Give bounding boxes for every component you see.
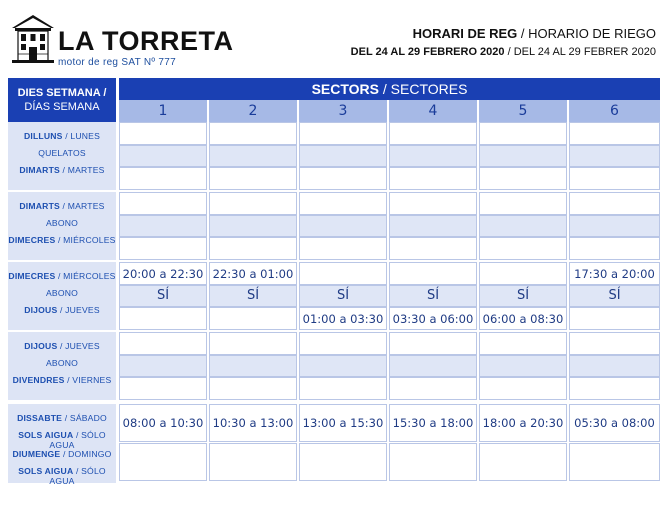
sectors-header (119, 78, 660, 100)
title-main (351, 26, 656, 41)
schedule-cell-text: SÍ (246, 287, 260, 303)
schedule-cell[interactable] (389, 443, 477, 481)
day-label-normal: / SÁBADO (62, 413, 107, 423)
brand-subtitle: motor de reg SAT Nº 777 (58, 57, 177, 68)
day-label (8, 413, 116, 423)
day-label-bold: DIMECRES (8, 235, 56, 245)
schedule-cell[interactable] (569, 355, 660, 378)
schedule-cell-text: 10:30 a 13:00 (212, 416, 294, 430)
schedule-cell[interactable] (389, 145, 477, 168)
schedule-cell[interactable] (209, 377, 297, 400)
schedule-cell-text: 22:30 a 01:00 (212, 267, 294, 281)
schedule-cell[interactable] (389, 377, 477, 400)
schedule-cell[interactable] (389, 332, 477, 355)
schedule-cell-text: 06:00 a 08:30 (482, 312, 564, 327)
schedule-cell[interactable] (209, 332, 297, 355)
day-label (8, 430, 116, 450)
schedule-cell[interactable] (479, 145, 567, 168)
tower-logo-icon (10, 12, 56, 64)
schedule-cell[interactable] (119, 285, 207, 308)
schedule-cell[interactable] (209, 192, 297, 215)
day-label-normal: / JUEVES (57, 341, 100, 351)
sector-number-4: 4 (389, 100, 477, 122)
schedule-cell-text: 05:30 a 08:00 (574, 416, 655, 430)
schedule-cell[interactable] (119, 443, 207, 481)
day-label-normal: ABONO (45, 288, 79, 298)
sector-number-1: 1 (119, 100, 207, 122)
day-label-bold: DIUMENGE (12, 449, 61, 459)
schedule-cell[interactable] (569, 122, 660, 145)
schedule-cell[interactable] (479, 285, 567, 308)
schedule-cell[interactable] (209, 215, 297, 238)
day-label-bold: DIJOUS (24, 341, 58, 351)
schedule-cell[interactable] (209, 122, 297, 145)
schedule-cell-text: 01:00 a 03:30 (302, 312, 384, 327)
schedule-cell[interactable] (569, 262, 660, 285)
schedule-cell[interactable] (479, 215, 567, 238)
day-label-normal: / SÓLO AGUA (49, 429, 106, 450)
schedule-cell[interactable] (299, 145, 387, 168)
schedule-cell[interactable] (299, 332, 387, 355)
schedule-cell[interactable] (569, 215, 660, 238)
schedule-cell-text: 15:30 a 18:00 (392, 416, 474, 430)
sector-number-2: 2 (209, 100, 297, 122)
schedule-cell[interactable] (479, 404, 567, 442)
day-label-normal: / MARTES (59, 165, 105, 175)
day-label-bold: DIVENDRES (12, 375, 65, 385)
schedule-cell[interactable] (119, 262, 207, 285)
day-label-bold: DIMARTS (19, 165, 60, 175)
schedule-cell[interactable] (569, 285, 660, 308)
schedule-cell-text: 20:00 a 22:30 (122, 267, 204, 281)
schedule-cell[interactable] (209, 167, 297, 190)
schedule-cell[interactable] (479, 237, 567, 260)
day-label (8, 341, 116, 351)
schedule-cell[interactable] (299, 237, 387, 260)
schedule-cell[interactable] (479, 377, 567, 400)
title-dates-normal: DEL 24 AL 29 FEBRER 2020 (513, 46, 656, 58)
day-label (8, 358, 116, 368)
schedule-cell[interactable] (209, 355, 297, 378)
schedule-cell[interactable] (389, 262, 477, 285)
title-main-normal: HORARIO DE RIEGO (528, 26, 656, 41)
schedule-cell[interactable] (209, 285, 297, 308)
schedule-cell-text: SÍ (426, 287, 440, 303)
schedule-cell[interactable] (209, 145, 297, 168)
schedule-cell[interactable] (119, 355, 207, 378)
schedule-cell[interactable] (119, 377, 207, 400)
title-dates-sep: / (504, 46, 514, 58)
schedule-cell[interactable] (569, 404, 660, 442)
schedule-cell-text: 08:00 a 10:30 (122, 416, 204, 430)
schedule-cell[interactable] (299, 404, 387, 442)
schedule-cell-text: SÍ (608, 287, 621, 303)
schedule-cell[interactable] (299, 122, 387, 145)
document-title (351, 26, 656, 58)
schedule-cell[interactable] (389, 285, 477, 308)
schedule-cell[interactable] (569, 192, 660, 215)
day-label-normal: / VIERNES (64, 375, 112, 385)
schedule-cell-text: 13:00 a 15:30 (302, 416, 384, 430)
day-label (8, 165, 116, 175)
irrigation-schedule-table (8, 78, 660, 486)
sectors-header-normal: SECTORES (390, 81, 468, 97)
day-label (8, 201, 116, 211)
schedule-cell[interactable] (299, 377, 387, 400)
schedule-cell[interactable] (299, 167, 387, 190)
day-label-normal: / JUEVES (57, 305, 100, 315)
schedule-cell[interactable] (299, 355, 387, 378)
schedule-cell[interactable] (209, 237, 297, 260)
day-label-normal: / MIÉRCOLES (55, 271, 116, 281)
schedule-cell[interactable] (389, 404, 477, 442)
schedule-cell[interactable] (569, 167, 660, 190)
day-label-normal: / MIÉRCOLES (55, 235, 116, 245)
schedule-cell[interactable] (389, 192, 477, 215)
schedule-cell[interactable] (119, 192, 207, 215)
schedule-cell[interactable] (569, 443, 660, 481)
day-label-normal: / LUNES (62, 131, 101, 141)
day-label-bold: DIMARTS (19, 201, 60, 211)
page-header (0, 0, 666, 78)
day-label-normal: / DOMINGO (60, 449, 112, 459)
sectors-header-bold: SECTORS (311, 81, 379, 97)
day-label (8, 218, 116, 228)
day-label-bold: DIJOUS (24, 305, 58, 315)
day-label-normal: QUELATOS (38, 148, 86, 158)
schedule-cell-text: 03:30 a 06:00 (392, 312, 474, 327)
schedule-cell[interactable] (479, 307, 567, 330)
day-label-bold: SOLS AIGUA (18, 465, 74, 476)
schedule-cell[interactable] (299, 307, 387, 330)
day-label-normal: ABONO (45, 358, 79, 368)
schedule-cell[interactable] (389, 355, 477, 378)
schedule-cell[interactable] (119, 237, 207, 260)
schedule-cell-text: SÍ (336, 287, 350, 303)
schedule-cell[interactable] (479, 332, 567, 355)
schedule-cell-text: SÍ (156, 287, 170, 303)
schedule-cell[interactable] (479, 167, 567, 190)
schedule-cell[interactable] (389, 167, 477, 190)
day-label-bold: SOLS AIGUA (18, 429, 74, 440)
schedule-cell[interactable] (569, 377, 660, 400)
day-label (8, 271, 116, 281)
schedule-cell[interactable] (119, 167, 207, 190)
schedule-cell[interactable] (299, 192, 387, 215)
sector-number-3: 3 (299, 100, 387, 122)
days-header-line2: DÍAS SEMANA (24, 101, 100, 113)
day-label (8, 466, 116, 486)
sectors-header-sep: / (379, 81, 391, 97)
schedule-cell[interactable] (299, 285, 387, 308)
schedule-cell[interactable] (389, 215, 477, 238)
schedule-cell[interactable] (209, 443, 297, 481)
title-main-sep: / (517, 26, 529, 41)
day-label-normal: / MARTES (59, 201, 105, 211)
title-dates (351, 46, 656, 58)
schedule-cell[interactable] (569, 332, 660, 355)
schedule-cell[interactable] (479, 443, 567, 481)
schedule-cell[interactable] (569, 237, 660, 260)
schedule-cell[interactable] (209, 307, 297, 330)
schedule-cell[interactable] (119, 215, 207, 238)
sector-number-6: 6 (569, 100, 660, 122)
schedule-cell-text: SÍ (516, 287, 530, 303)
day-label-bold: DISSABTE (17, 413, 63, 423)
schedule-cell[interactable] (569, 145, 660, 168)
sector-number-5: 5 (479, 100, 567, 122)
day-label-normal: / SÓLO AGUA (49, 465, 106, 486)
days-header (8, 78, 116, 122)
brand-name: LA TORRETA (58, 26, 234, 56)
schedule-cell-text: 17:30 a 20:00 (574, 267, 655, 281)
schedule-cell-text: 18:00 a 20:30 (482, 416, 564, 430)
schedule-cell[interactable] (299, 443, 387, 481)
schedule-cell[interactable] (119, 404, 207, 442)
day-label (8, 375, 116, 385)
day-label (8, 449, 116, 459)
schedule-cell[interactable] (389, 237, 477, 260)
schedule-cell[interactable] (119, 122, 207, 145)
schedule-cell[interactable] (479, 355, 567, 378)
days-header-line1: DIES SETMANA / (17, 87, 107, 99)
schedule-cell[interactable] (299, 262, 387, 285)
day-label-normal: ABONO (45, 218, 79, 228)
schedule-cell[interactable] (209, 404, 297, 442)
day-label (8, 131, 116, 141)
day-label (8, 288, 116, 298)
day-label (8, 148, 116, 158)
schedule-cell[interactable] (389, 307, 477, 330)
day-label (8, 305, 116, 315)
schedule-cell[interactable] (119, 307, 207, 330)
day-label-bold: DILLUNS (23, 131, 63, 141)
day-label-bold: DIMECRES (8, 271, 56, 281)
schedule-cell[interactable] (389, 122, 477, 145)
title-main-bold: HORARI DE REG (412, 26, 518, 41)
schedule-cell[interactable] (119, 332, 207, 355)
schedule-cell[interactable] (479, 122, 567, 145)
schedule-cell[interactable] (119, 145, 207, 168)
day-label (8, 235, 116, 245)
schedule-cell[interactable] (299, 215, 387, 238)
schedule-cell[interactable] (479, 262, 567, 285)
schedule-cell[interactable] (569, 307, 660, 330)
title-dates-bold: DEL 24 AL 29 FEBRERO 2020 (350, 46, 505, 58)
schedule-cell[interactable] (209, 262, 297, 285)
schedule-cell[interactable] (479, 192, 567, 215)
